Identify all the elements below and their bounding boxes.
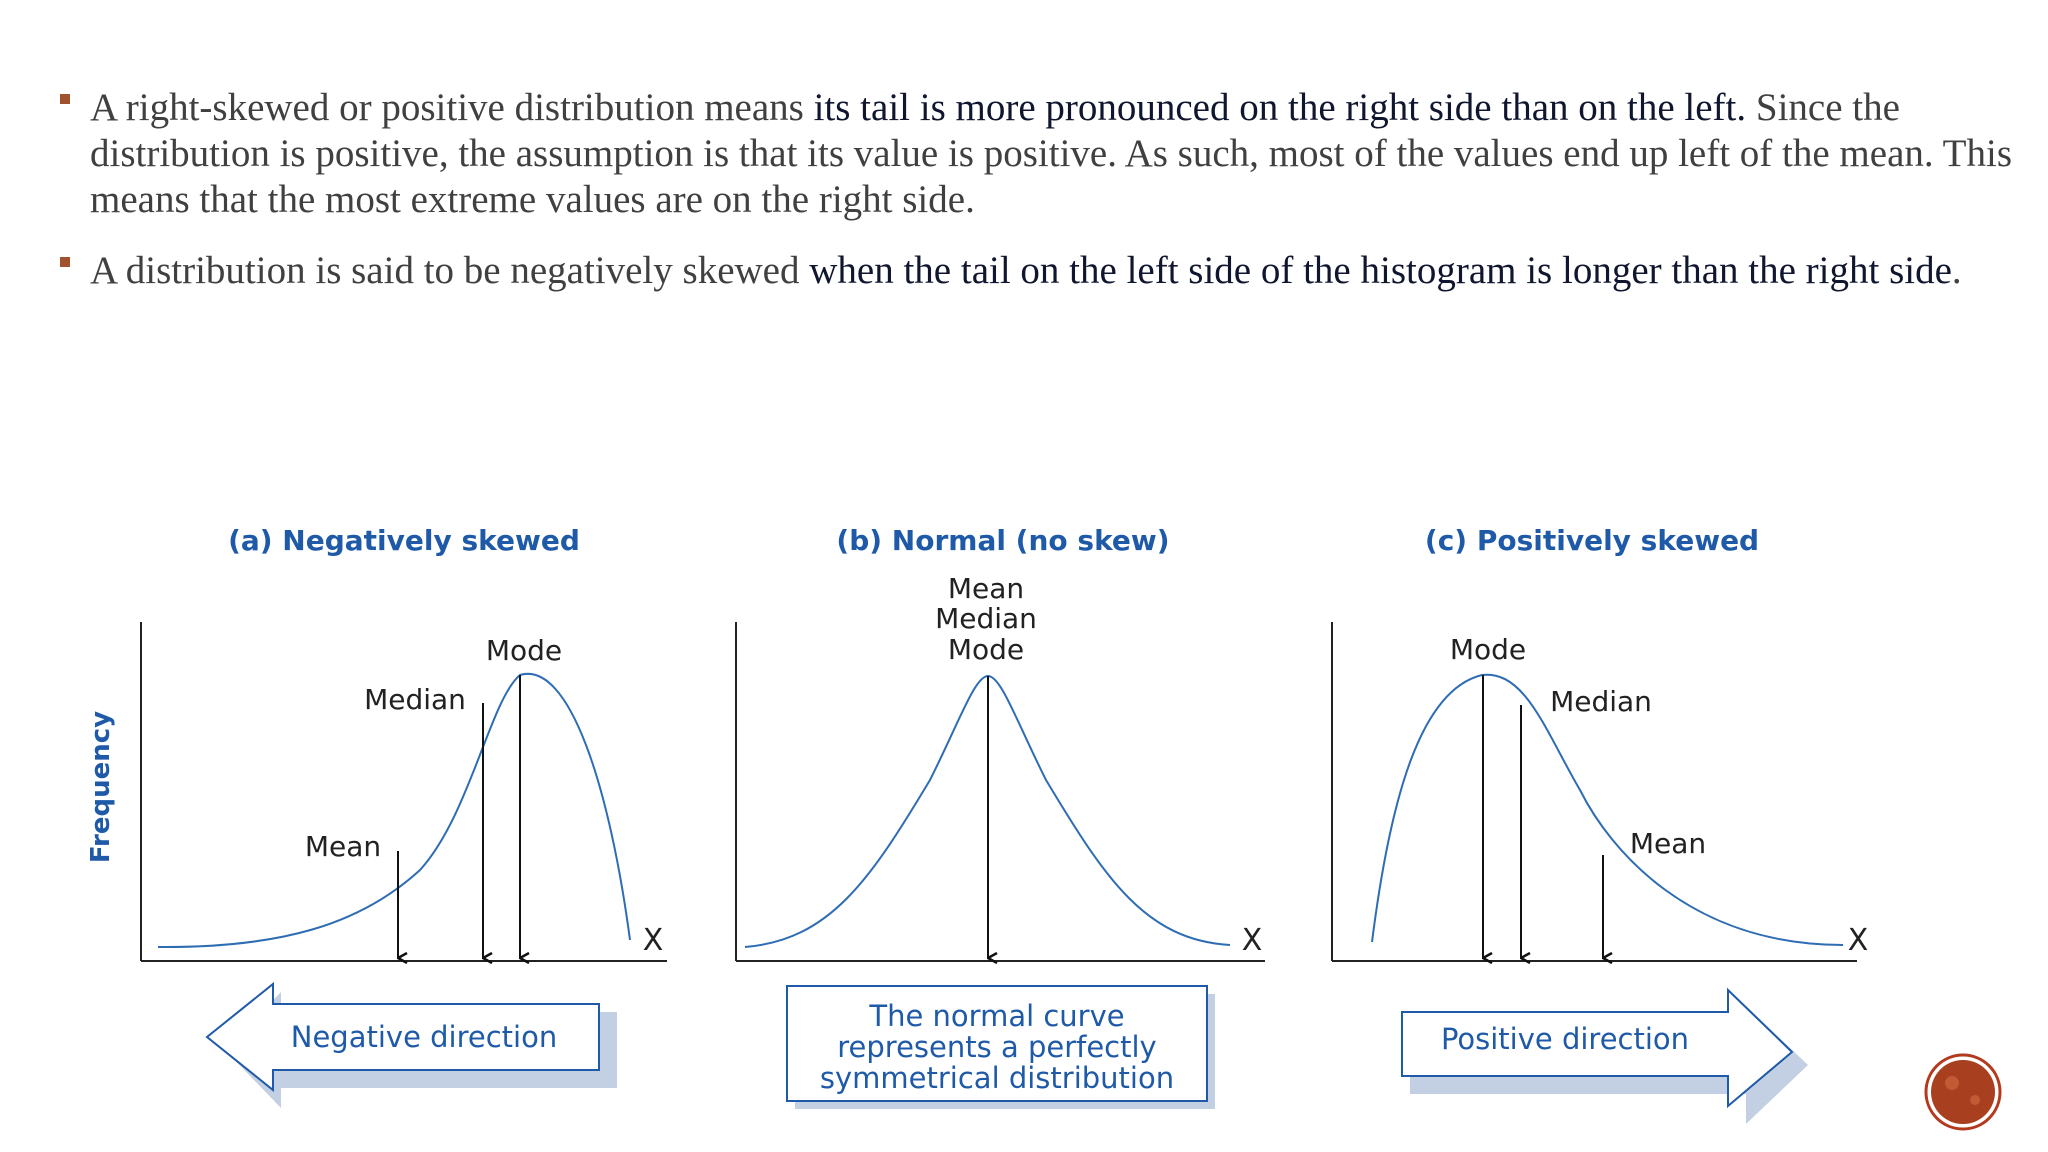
bullet-1-text-a: A right-skewed or positive distribution means bbox=[90, 86, 814, 129]
negative-direction-label: Negative direction bbox=[290, 1020, 558, 1054]
mean-label: Mean bbox=[947, 572, 1025, 605]
mode-label: Mode bbox=[1449, 633, 1527, 666]
panel-normal bbox=[736, 524, 1265, 1109]
bullet-1-text-b: Since the distribution is positive, the assumption is that its value is positive. As such, most of the values end up left of the mean. This means that the most extreme values are on the right side. bbox=[90, 86, 2013, 221]
bullet-2-emphasis: when the tail on the left side of the histogram is longer than the right side bbox=[809, 249, 1952, 292]
x-axis-label: X bbox=[642, 923, 664, 958]
bullet-2-text-b: . bbox=[1951, 249, 1962, 292]
panel-negatively-skewed bbox=[141, 524, 667, 1108]
positive-direction-label: Positive direction bbox=[1440, 1022, 1690, 1056]
slide-corner-icon bbox=[1926, 1055, 2000, 1129]
panel-positively-skewed bbox=[1332, 524, 1868, 1124]
caption-line-3: symmetrical distribution bbox=[819, 1061, 1175, 1095]
bullet-2-text-a: A distribution is said to be negatively skewed bbox=[90, 249, 810, 292]
negative-direction-arrow bbox=[207, 984, 617, 1108]
frequency-axis-label: Frequency bbox=[86, 710, 116, 864]
mean-label: Mean bbox=[304, 830, 382, 863]
panel-title: (a) Negatively skewed bbox=[228, 524, 580, 557]
mode-label: Mode bbox=[485, 634, 563, 667]
bullet-1-emphasis: its tail is more pronounced on the right side than on the left. bbox=[813, 86, 1747, 129]
caption-line-2: represents a perfectly bbox=[837, 1030, 1157, 1064]
mean-label: Mean bbox=[1629, 827, 1707, 860]
x-axis-label: X bbox=[1847, 923, 1869, 958]
panel-title: (c) Positively skewed bbox=[1424, 524, 1760, 557]
normal-curve-caption-box bbox=[787, 986, 1215, 1109]
median-label: Median bbox=[935, 602, 1037, 635]
mode-label: Mode bbox=[947, 633, 1025, 666]
median-label: Median bbox=[1550, 685, 1652, 718]
panel-title: (b) Normal (no skew) bbox=[836, 524, 1170, 557]
caption-line-1: The normal curve bbox=[869, 999, 1125, 1033]
x-axis-label: X bbox=[1241, 923, 1263, 958]
positive-direction-arrow bbox=[1402, 990, 1808, 1124]
median-label: Median bbox=[364, 683, 466, 716]
